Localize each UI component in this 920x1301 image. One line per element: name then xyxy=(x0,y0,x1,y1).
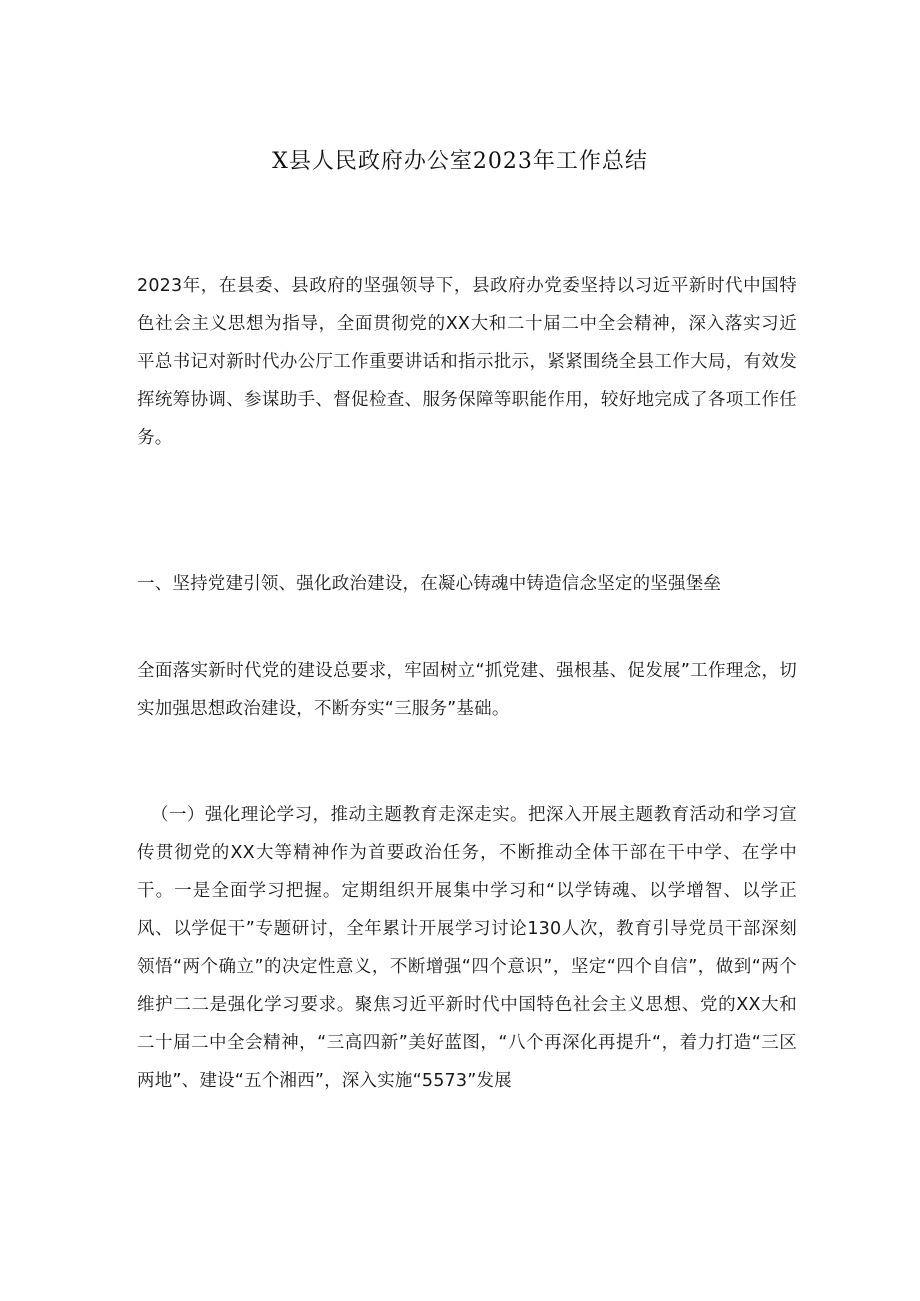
intro-paragraph: 2023年，在县委、县政府的坚强领导下，县政府办党委坚持以习近平新时代中国特色社会主义思想为指导，全面贯彻党的XX大和二十届二中全会精神，深入落实习近平总书记对新时代办公厅工作重要讲话和指示批示，紧紧围绕全县工作大局，有效发挥统筹协调、参谋助手、督促检查、服务保障等职能作用，较好地完成了各项工作任务。 xyxy=(137,276,797,448)
section-heading-one: 一、坚持党建引领、强化政治建设，在凝心铸魂中铸造信念坚定的坚强堡垒 xyxy=(137,574,722,594)
document-title: X县人民政府办公室2023年工作总结 xyxy=(272,149,648,174)
subsection-one-paragraph: （一）强化理论学习，推动主题教育走深走实。把深入开展主题教育活动和学习宣传贯彻党的XX大等精神作为首要政治任务，不断推动全体干部在干中学、在学中干。一是全面学习把握。定期组织开展集中学习和“以学铸魂、以学增智、以学正风、以学促干”专题研讨，全年累计开展学习讨论130人次，教育引导党员干部深刻领悟“两个确立”的决定性意义，不断增强“四个意识”，坚定“四个自信”，做到“两个维护二二是强化学习要求。聚焦习近平新时代中国特色社会主义思想、党的XX大和二十届二中全会精神，“三高四新”美好蓝图，“八个再深化再提升“，着力打造“三区两地”、建设“五个湘西”，深入实施“5573”发展 xyxy=(137,805,797,1091)
lead-paragraph: 全面落实新时代党的建设总要求，牢固树立“抓党建、强根基、促发展”工作理念，切实加强思想政治建设，不断夯实“三服务”基础。 xyxy=(137,661,797,719)
